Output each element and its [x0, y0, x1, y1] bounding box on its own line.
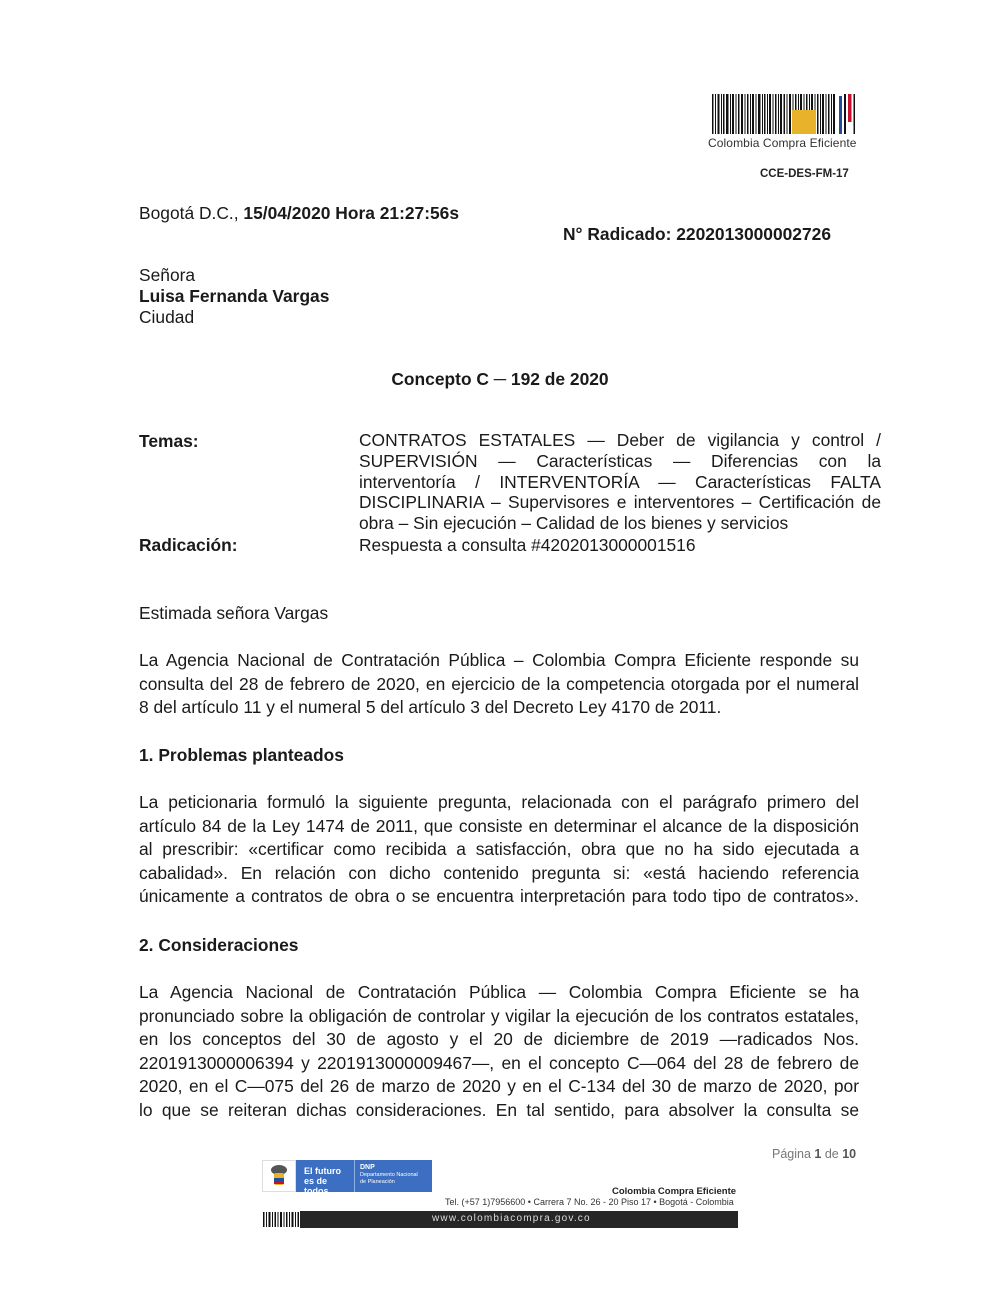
- paragraph-line: lo que se reiteran dichas consideraciones. En tal sentido, para absolver la consulta se: [139, 1099, 859, 1120]
- page-prefix: Página: [772, 1147, 815, 1161]
- section-heading-consideraciones: 2. Consideraciones: [139, 935, 299, 955]
- radicacion-value: Respuesta a consulta #4202013000001516: [359, 535, 696, 555]
- paragraph-line: 2020, en el C—075 del 26 de marzo de 2020 y en el C-134 del 30 de marzo de 2020, por: [139, 1076, 859, 1096]
- concept-title: [0, 368, 1000, 392]
- paragraph-line: cabalidad». En relación con dicho contenido pregunta si: «está haciendo referencia: [139, 862, 859, 883]
- paragraph-line: artículo 84 de la Ley 1474 de 2011, que consiste en determinar el alcance de la disposición: [139, 815, 859, 836]
- radicado-number: N° Radicado: 2202013000002726: [563, 224, 831, 244]
- radicacion-label: Radicación:: [139, 535, 238, 555]
- paragraph-line: en los conceptos del 30 de agosto y el 20 de diciembre de 2019 —radicados Nos.: [139, 1029, 859, 1049]
- temas-line: obra – Sin ejecución – Calidad de los bienes y servicios: [359, 513, 789, 534]
- page-number: [772, 1147, 856, 1161]
- temas-line: CONTRATOS ESTATALES — Deber de vigilancia y control /: [359, 430, 881, 450]
- date-line: [139, 202, 459, 226]
- recipient-name: Luisa Fernanda Vargas: [139, 286, 330, 306]
- paragraph-line: La Agencia Nacional de Contratación Pública — Colombia Compra Eficiente se ha: [139, 982, 859, 1002]
- document-code: CCE-DES-FM-17: [760, 168, 849, 180]
- paragraph-line: al prescribir: «certificar como recibida a satisfacción, obra que no ha sido ejecutada a: [139, 839, 859, 859]
- date-city: Bogotá D.C.,: [139, 203, 244, 223]
- temas-line: SUPERVISIÓN — Características — Diferencias con la: [359, 450, 881, 471]
- paragraph-line: consulta del 28 de febrero de 2020, en ejercicio de la competencia otorgada por el numeral: [139, 673, 859, 694]
- paragraph-line: pronunciado sobre la obligación de controlar y vigilar la ejecución de los contratos estatales,: [139, 1005, 859, 1026]
- government-badge: [262, 1160, 432, 1196]
- paragraph-line: 8 del artículo 11 y el numeral 5 del artículo 3 del Decreto Ley 4170 de 2011.: [139, 697, 722, 717]
- intro-paragraph: [139, 649, 859, 720]
- badge-right-sub: Departamento Nacional de Planeación: [360, 1172, 418, 1185]
- recipient-salutation: Señora: [139, 265, 196, 285]
- page-mid: de: [821, 1147, 843, 1161]
- paragraph-line: 2201913000006394 y 2201913000009467—, en el concepto C—064 del 28 de febrero de: [139, 1052, 859, 1073]
- paragraph-line: únicamente a contratos de obra o se encuentra interpretación para todo tipo de contratos».: [139, 886, 859, 906]
- footer-contact: Tel. (+57 1)7956600 • Carrera 7 No. 26 - 20 Piso 17 • Bogotá - Colombia: [445, 1197, 734, 1207]
- footer-barcode-icon: [262, 1211, 300, 1228]
- footer-org: Colombia Compra Eficiente: [612, 1186, 737, 1197]
- coat-of-arms-icon: [262, 1160, 296, 1192]
- date-time: 15/04/2020 Hora 21:27:56s: [243, 203, 460, 223]
- temas-text: [359, 430, 881, 534]
- paragraph-line: La peticionaria formuló la siguiente pregunta, relacionada con el parágrafo primero del: [139, 792, 859, 812]
- section-heading-problemas: 1. Problemas planteados: [139, 745, 344, 765]
- page-current: 1: [814, 1147, 822, 1161]
- section2-paragraph: [139, 981, 859, 1122]
- section1-paragraph: [139, 791, 859, 909]
- badge-right: [354, 1160, 432, 1192]
- logo-caption: Colombia Compra Eficiente: [708, 136, 857, 150]
- footer-url: www.colombiacompra.gov.co: [432, 1213, 591, 1224]
- recipient-city: Ciudad: [139, 307, 195, 327]
- temas-line: interventoría / INTERVENTORÍA — Características FALTA: [359, 471, 881, 492]
- temas-label: Temas:: [139, 431, 199, 451]
- badge-right-title: DNP: [360, 1164, 375, 1171]
- badge-left-text: El futuro es de todos: [296, 1160, 354, 1192]
- paragraph-line: La Agencia Nacional de Contratación Pública – Colombia Compra Eficiente responde su: [139, 650, 859, 670]
- greeting: Estimada señora Vargas: [139, 603, 329, 623]
- page-total: 10: [842, 1147, 857, 1161]
- temas-line: DISCIPLINARIA – Supervisores e interventores – Certificación de: [359, 492, 881, 513]
- concept-title-text: Concepto C ─ 192 de 2020: [391, 369, 609, 389]
